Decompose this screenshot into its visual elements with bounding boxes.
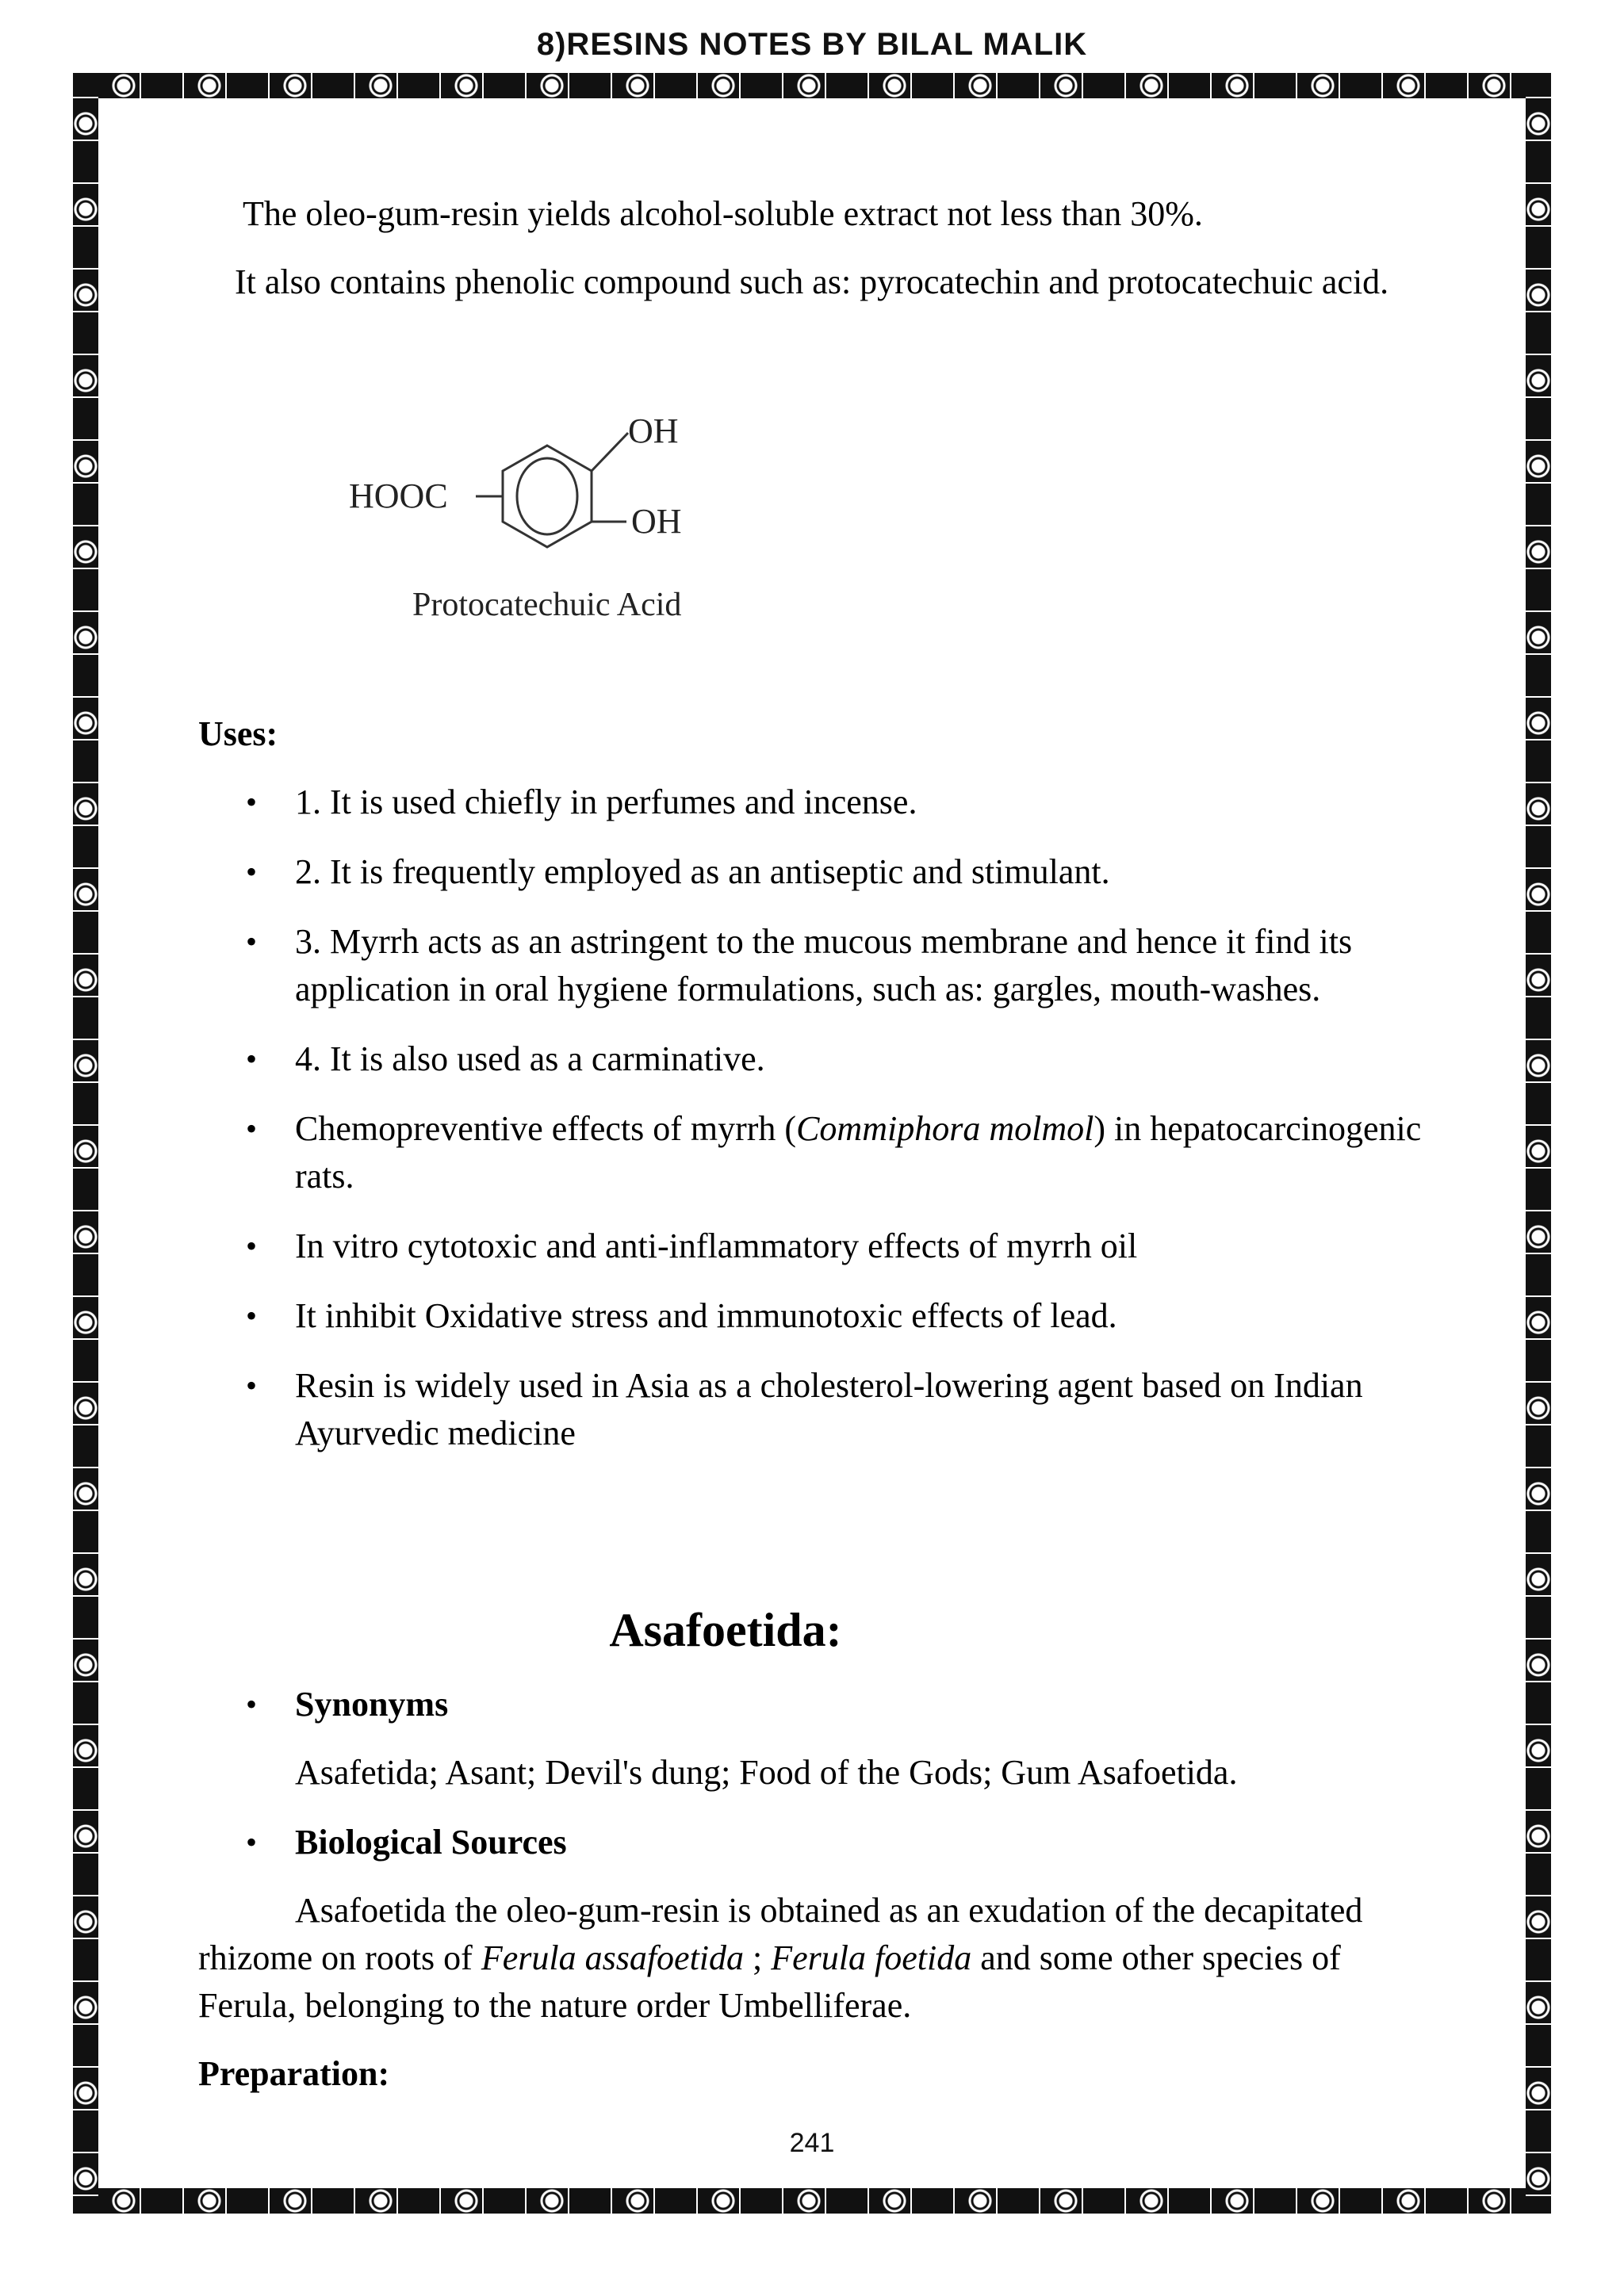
bullet-icon: • [246, 1228, 258, 1264]
decorative-border-right [1526, 73, 1551, 2214]
list-item-text: Resin is widely used in Asia as a cholesterol-lowering agent based on Indian Ayurvedic medicine [295, 1366, 1363, 1452]
list-item-text: 4. It is also used as a carminative. [295, 1039, 765, 1078]
protocatechuic-acid-structure [349, 401, 793, 631]
benzene-ring [476, 433, 628, 547]
list-item [246, 1223, 1435, 1270]
synonyms-text: Asafetida; Asant; Devil's dung; Food of the Gods; Gum Asafoetida. [295, 1753, 1238, 1792]
list-item [246, 918, 1435, 1013]
bullet-icon: • [246, 1368, 258, 1403]
bullet-icon: • [246, 1298, 258, 1334]
bio-text-part-1: Asafoetida the oleo-gum-resin is obtained as an exudation of the decapitated rhizome on roots of [198, 1891, 1363, 1977]
bullet-icon: • [246, 1111, 258, 1146]
bullet-icon: • [246, 1824, 258, 1860]
list-item [246, 1292, 1435, 1340]
bullet-icon: • [246, 924, 258, 959]
bullet-icon: • [246, 1041, 258, 1077]
page-number: 241 [789, 2128, 835, 2158]
list-item-text: 3. Myrrh acts as an astringent to the mucous membrane and hence it find its application in oral hygiene formulations, such as: gargles, mouth-washes. [295, 922, 1353, 1008]
hydroxyl-top-label: OH [628, 411, 679, 450]
list-item-text: In vitro cytotoxic and anti-inflammatory effects of myrrh oil [295, 1226, 1138, 1265]
hydroxyl-right-label: OH [631, 502, 682, 541]
list-item-text: 1. It is used chiefly in perfumes and incense. [295, 783, 917, 821]
biological-sources-text [198, 1887, 1435, 2030]
bullet-icon: • [246, 784, 258, 820]
bio-text-part-3: and some other species of Ferula, belonging to the nature order Umbelliferae. [198, 1938, 1341, 2025]
page-header-title: 8)RESINS NOTES BY BILAL MALIK [536, 27, 1088, 62]
section-title-asafoetida: Asafoetida: [609, 1604, 842, 1656]
structure-caption: Protocatechuic Acid [412, 587, 682, 623]
decorative-border-top [73, 73, 1551, 98]
synonyms-heading: Synonyms [295, 1685, 449, 1724]
list-item-text-before: Chemopreventive effects of myrrh ( [295, 1109, 797, 1148]
list-item [246, 848, 1435, 896]
list-item [246, 1362, 1435, 1457]
bullet-icon: • [246, 1686, 258, 1722]
carboxyl-label: HOOC [349, 476, 448, 515]
decorative-border-bottom [73, 2188, 1551, 2214]
list-item [246, 779, 1435, 826]
bio-text-part-2: ; [744, 1938, 772, 1977]
list-item-text: 2. It is frequently employed as an antiseptic and stimulant. [295, 852, 1110, 891]
list-item [246, 1105, 1435, 1200]
species-name: Ferula assafoetida [481, 1938, 745, 1977]
decorative-border-left [73, 73, 98, 2214]
species-name: Ferula foetida [771, 1938, 972, 1977]
intro-paragraph-1: The oleo-gum-resin yields alcohol-soluble extract not less than 30%. [243, 194, 1203, 233]
species-name: Commiphora molmol [796, 1109, 1094, 1148]
biological-sources-heading: Biological Sources [295, 1823, 567, 1862]
uses-list [246, 779, 1435, 1479]
bullet-icon: • [246, 854, 258, 890]
list-item [246, 1035, 1435, 1083]
uses-heading: Uses: [198, 714, 278, 753]
intro-paragraph-2: It also contains phenolic compound such as: pyrocatechin and protocatechuic acid. [235, 262, 1389, 301]
list-item-text: It inhibit Oxidative stress and immunotoxic effects of lead. [295, 1296, 1117, 1335]
preparation-heading: Preparation: [198, 2054, 390, 2093]
list-item-text-after: ) in hepatocarcinogenic rats. [295, 1109, 1422, 1196]
